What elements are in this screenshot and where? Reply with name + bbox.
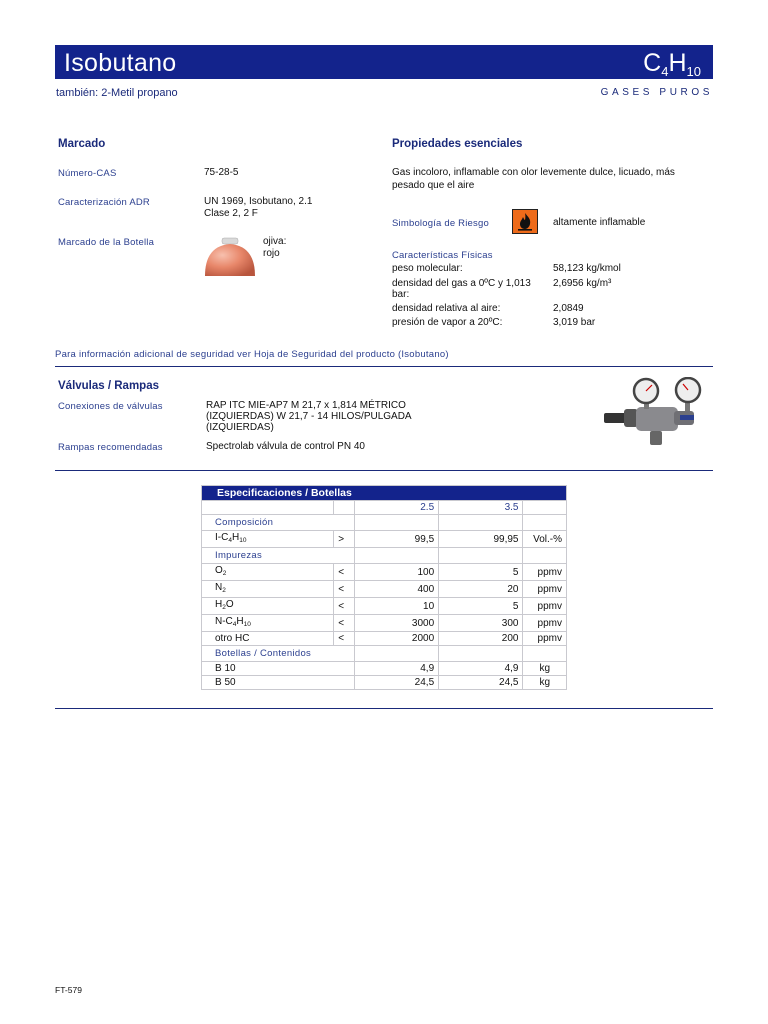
rampas-label: Rampas recomendadas xyxy=(58,442,163,453)
conexiones-value-3: (IZQUIERDAS) xyxy=(206,422,274,433)
chemical-formula: $C_4H_{10}$ xyxy=(643,49,701,79)
bottle-ojiva-icon xyxy=(202,236,258,278)
spec-table xyxy=(201,485,567,690)
marcado-title: Marcado xyxy=(58,138,106,150)
adr-label: Caracterización ADR xyxy=(58,197,150,208)
bottle-value-2: rojo xyxy=(263,248,280,259)
bottle-label: Marcado de la Botella xyxy=(58,237,155,248)
propiedades-desc-1: Gas incoloro, inflamable con olor levemente dulce, licuado, más xyxy=(392,167,675,178)
table-row: $N_2$ < 400 20 ppmv xyxy=(202,581,567,598)
divider xyxy=(55,470,713,471)
table-row: B 50 24,5 24,5 kg xyxy=(202,676,567,690)
bottle-value-1: ojiva: xyxy=(263,236,287,247)
col-header-2-5: 2.5 xyxy=(354,501,438,515)
riesgo-value: altamente inflamable xyxy=(553,217,646,228)
category-label: GASES PUROS xyxy=(600,87,713,98)
spec-table-title: Especificaciones / Botellas xyxy=(202,486,567,501)
valvulas-title: Válvulas / Rampas xyxy=(58,380,159,392)
fisica-label-1: peso molecular: xyxy=(392,263,463,274)
table-row: B 10 4,9 4,9 kg xyxy=(202,662,567,676)
fisica-value-2: 2,6956 kg/m³ xyxy=(553,278,612,289)
table-row: $I-C_4H_{10}$ > 99,5 99,95 Vol.-% xyxy=(202,531,567,548)
fisica-label-4: presión de vapor a 20ºC: xyxy=(392,317,503,328)
fisicas-title: Características Físicas xyxy=(392,250,493,261)
col-header-3-5: 3.5 xyxy=(439,501,523,515)
alias-text: también: 2-Metil propano xyxy=(56,87,178,99)
fisica-value-1: 58,123 kg/kmol xyxy=(553,263,621,274)
flame-hazard-icon xyxy=(512,209,538,234)
fisica-label-2: densidad del gas a 0ºC y 1,013 xyxy=(392,278,531,289)
riesgo-label: Simbología de Riesgo xyxy=(392,218,489,229)
group-botellas: Botellas / Contenidos xyxy=(202,646,355,662)
group-impurezas: Impurezas xyxy=(202,548,355,564)
header-bar xyxy=(55,45,713,79)
propiedades-title: Propiedades esenciales xyxy=(392,138,523,150)
fisica-label-3: densidad relativa al aire: xyxy=(392,303,501,314)
conexiones-value-1: RAP ITC MIE-AP7 M 21,7 x 1,814 MÉTRICO xyxy=(206,400,406,411)
divider xyxy=(55,708,713,709)
fisica-value-3: 2,0849 xyxy=(553,303,584,314)
fisica-label-2b: bar: xyxy=(392,289,410,300)
table-row: otro HC < 2000 200 ppmv xyxy=(202,632,567,646)
table-row: $H_2O$ < 10 5 ppmv xyxy=(202,598,567,615)
fisica-value-4: 3,019 bar xyxy=(553,317,596,328)
rampas-value: Spectrolab válvula de control PN 40 xyxy=(206,441,365,452)
divider xyxy=(55,366,713,367)
page-title: Isobutano xyxy=(64,49,177,77)
safety-note: Para información adicional de seguridad ver Hoja de Seguridad del producto (Isobutano) xyxy=(55,349,449,360)
regulator-image xyxy=(600,377,712,451)
footer-code: FT-579 xyxy=(55,985,82,995)
cas-value: 75-28-5 xyxy=(204,167,239,178)
cas-label: Número-CAS xyxy=(58,168,117,179)
adr-value-1: UN 1969, Isobutano, 2.1 xyxy=(204,196,313,207)
table-row: $N-C_4H_{10}$ < 3000 300 ppmv xyxy=(202,615,567,632)
propiedades-desc-2: pesado que el aire xyxy=(392,180,475,191)
group-composicion: Composición xyxy=(202,515,355,531)
table-row: $O_2$ < 100 5 ppmv xyxy=(202,564,567,581)
conexiones-value-2: (IZQUIERDAS) W 21,7 - 14 HILOS/PULGADA xyxy=(206,411,412,422)
adr-value-2: Clase 2, 2 F xyxy=(204,208,258,219)
conexiones-label: Conexiones de válvulas xyxy=(58,401,163,412)
